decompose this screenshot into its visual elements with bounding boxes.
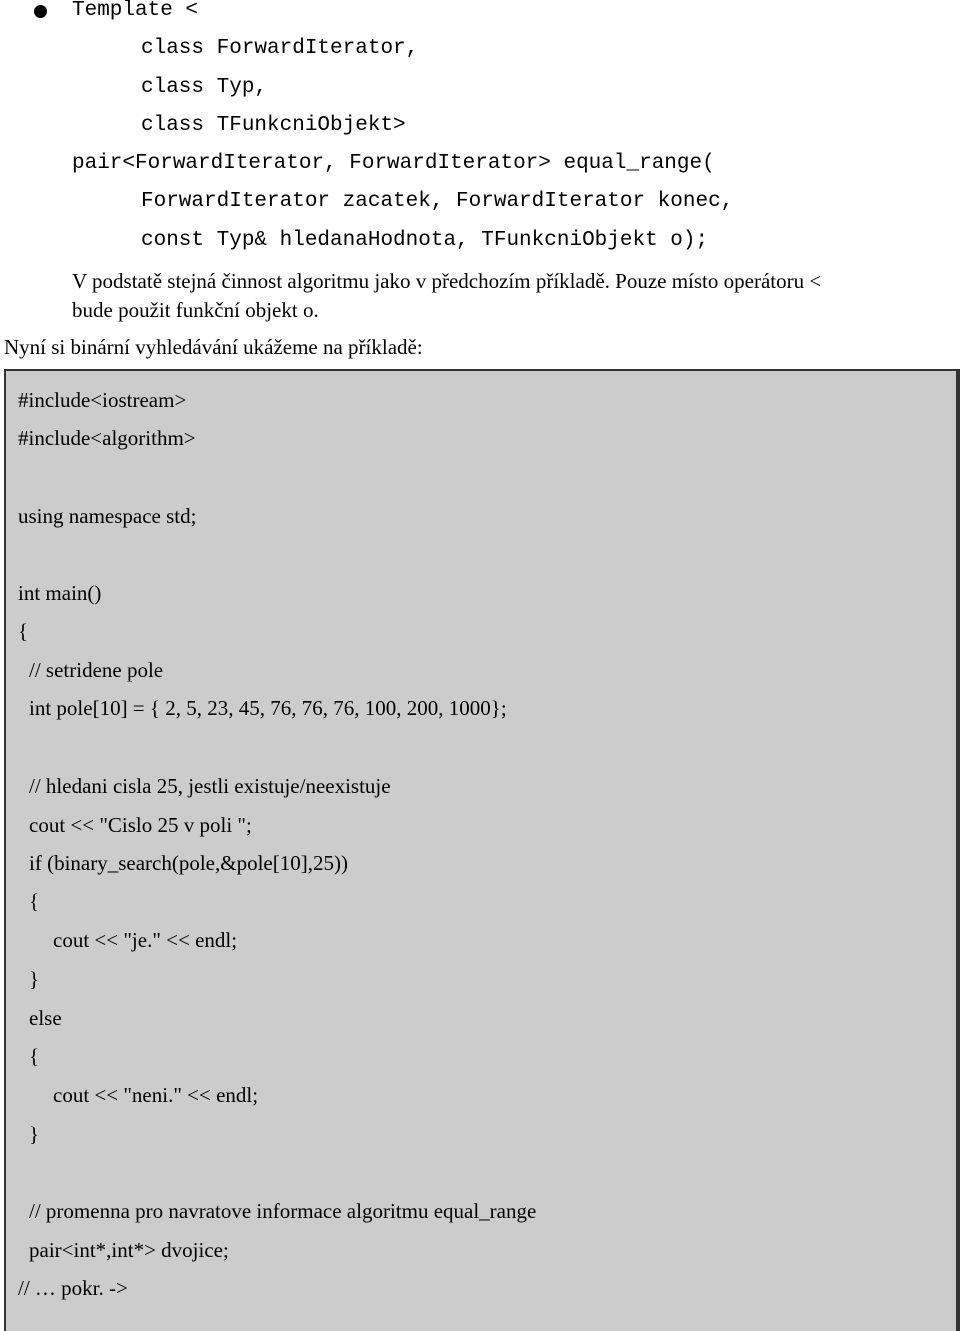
syntax-line: pair<ForwardIterator, ForwardIterator> equal_range( — [72, 152, 715, 175]
syntax-line: const Typ& hledanaHodnota, TFunkcniObjekt o); — [141, 229, 709, 252]
code-line: cout << "je." << endl; — [53, 928, 238, 952]
description-line-2: bude použit funkční objekt o. — [72, 298, 319, 322]
code-line: { — [29, 889, 40, 913]
syntax-line: class ForwardIterator, — [141, 37, 419, 60]
code-line: cout << "Cislo 25 v poli "; — [29, 813, 252, 837]
code-line: #include<algorithm> — [18, 426, 196, 450]
code-line: } — [29, 967, 40, 991]
intro-text: Nyní si binární vyhledávání ukážeme na příkladě: — [4, 335, 423, 359]
code-line: int main() — [18, 581, 102, 605]
code-line: // promenna pro navratove informace algoritmu equal_range — [29, 1199, 537, 1223]
code-line: else — [29, 1006, 62, 1030]
code-line: { — [29, 1044, 40, 1068]
code-line: // hledani cisla 25, jestli existuje/neexistuje — [29, 774, 391, 798]
code-line: if (binary_search(pole,&pole[10],25)) — [29, 851, 348, 875]
code-line: using namespace std; — [18, 504, 197, 528]
syntax-line: ForwardIterator zacatek, ForwardIterator konec, — [141, 190, 734, 213]
syntax-line: class Typ, — [141, 76, 268, 99]
code-line: // … pokr. -> — [18, 1276, 128, 1300]
code-line: int pole[10] = { 2, 5, 23, 45, 76, 76, 76, 100, 200, 1000}; — [29, 696, 507, 720]
code-line: } — [29, 1122, 40, 1146]
syntax-line: class TFunkcniObjekt> — [141, 114, 406, 137]
syntax-line: Template < — [72, 0, 199, 22]
code-line: { — [18, 619, 29, 643]
code-line: #include<iostream> — [18, 388, 187, 412]
code-listing — [4, 369, 960, 1331]
bullet-icon — [34, 5, 47, 18]
code-line: pair<int*,int*> dvojice; — [29, 1238, 229, 1262]
code-line: cout << "neni." << endl; — [53, 1083, 259, 1107]
code-line: // setridene pole — [29, 658, 164, 682]
description-line-1: V podstatě stejná činnost algoritmu jako v předchozím příkladě. Pouze místo operátoru < — [72, 269, 822, 293]
